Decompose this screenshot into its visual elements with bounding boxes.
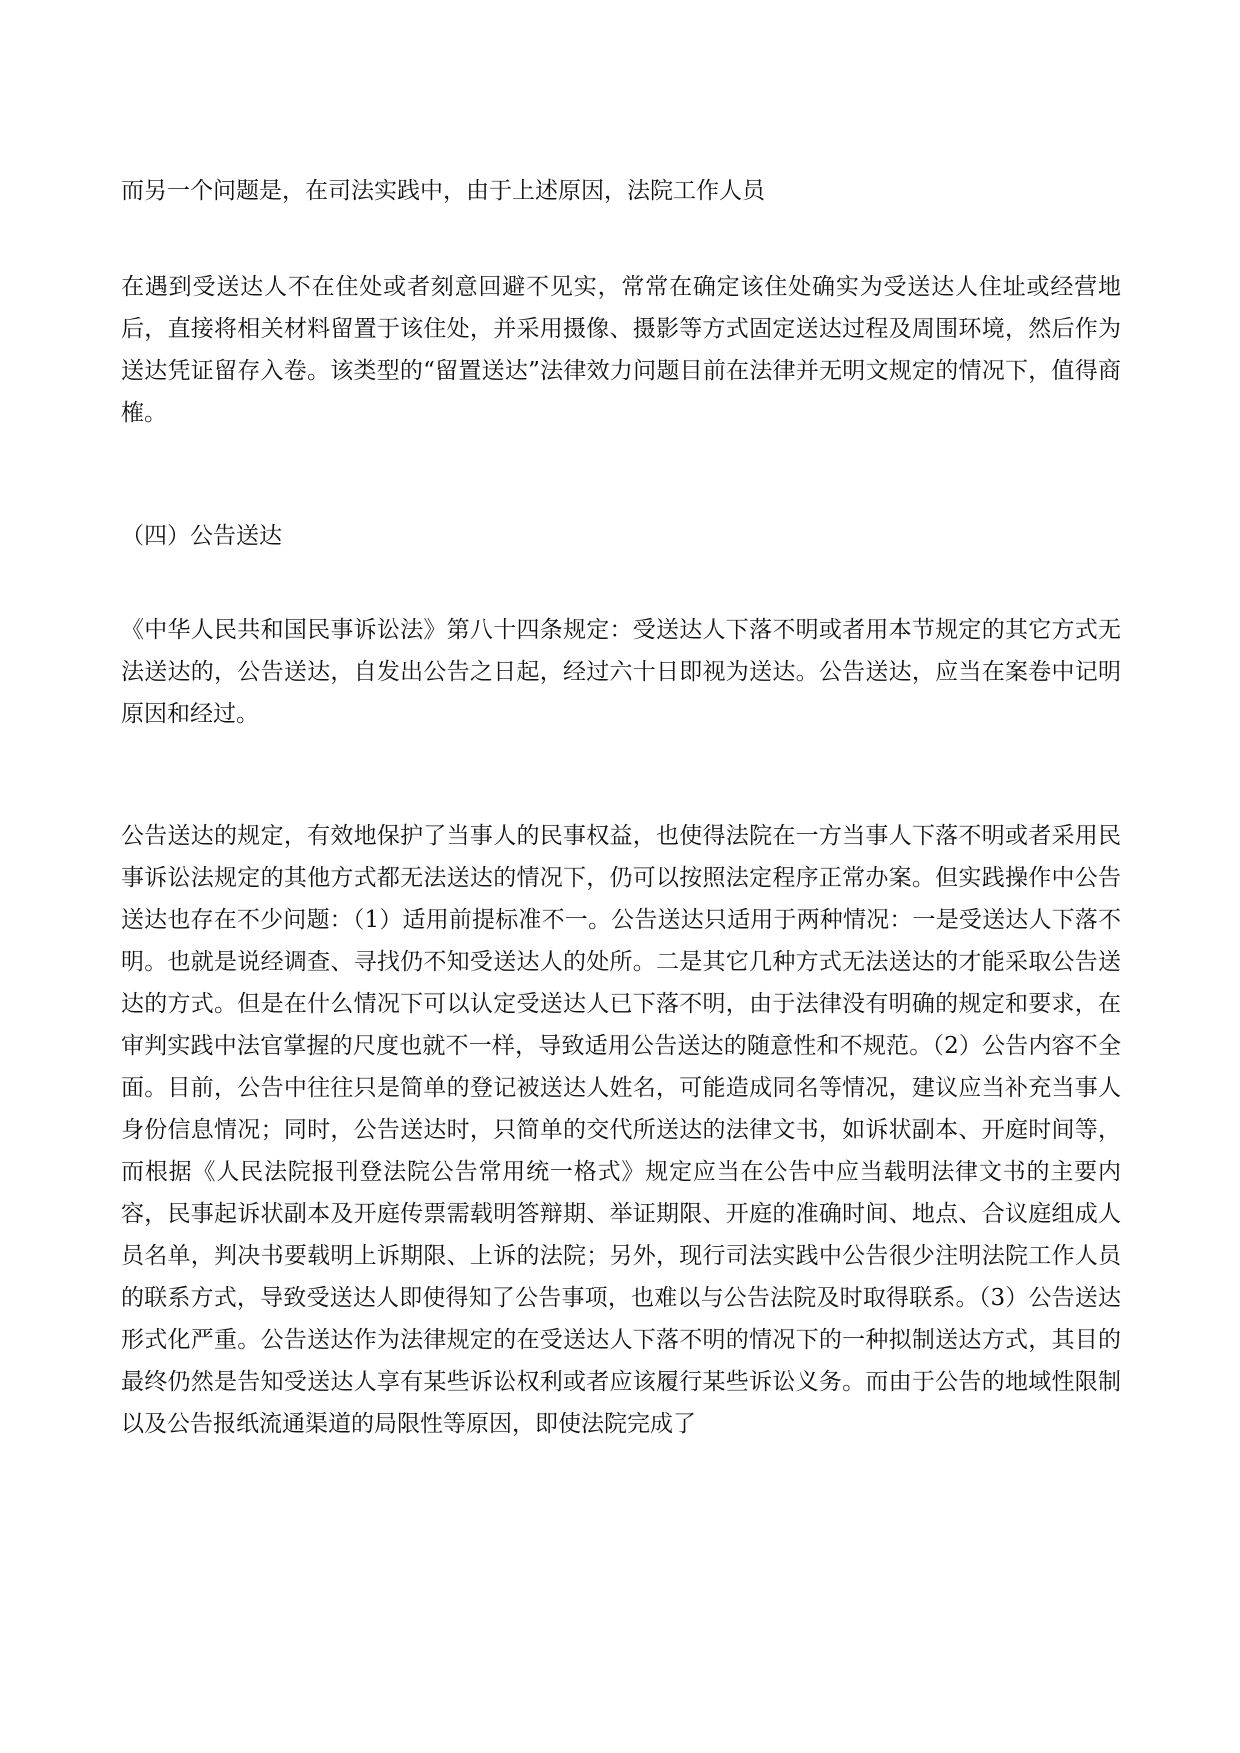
paragraph-lien-service: 在遇到受送达人不在住处或者刻意回避不见实，常常在确定该住处确实为受送达人住址或经营地后，直接将相关材料留置于该住处，并采用摄像、摄影等方式固定送达过程及周围环境，然后作为送达凭证留存入卷。该类型的“留置送达”法律效力问题目前在法律并无明文规定的情况下，值得商榷。: [121, 274, 1121, 426]
paragraph-public-notice-issues: 公告送达的规定，有效地保护了当事人的民事权益，也使得法院在一方当事人下落不明或者采用民事诉讼法规定的其他方式都无法送达的情况下，仍可以按照法定程序正常办案。但实践操作中公告送达也存在不少问题：（1）适用前提标准不一。公告送达只适用于两种情况：一是受送达人下落不明。也就是说经调查、寻找仍不知受送达人的处所。二是其它几种方式无法送达的才能采取公告送达的方式。但是在什么情况下可以认定受送达人已下落不明，由于法律没有明确的规定和要求，在审判实践中法官掌握的尺度也就不一样，导致适用公告送达的随意性和不规范。（2）公告内容不全面。目前，公告中往往只是简单的登记被送达人姓名，可能造成同名等情况，建议应当补充当事人身份信息情况；同时，公告送达时，只简单的交代所送达的法律文书，如诉状副本、开庭时间等，而根据《人民法院报刊登法院公告常用统一格式》规定应当在公告中应当载明法律文书的主要内容，民事起诉状副本及开庭传票需载明答辩期、举证期限、开庭的准确时间、地点、合议庭组成人员名单，判决书要载明上诉期限、上诉的法院；另外，现行司法实践中公告很少注明法院工作人员的联系方式，导致受送达人即使得知了公告事项，也难以与公告法院及时取得联系。（3）公告送达形式化严重。公告送达作为法律规定的在受送达人下落不明的情况下的一种拟制送达方式，其目的最终仍然是告知受送达人享有某些诉讼权利或者应该履行某些诉讼义务。而由于公告的地域性限制以及公告报纸流通渠道的局限性等原因，即使法院完成了: [121, 823, 1121, 1437]
paragraph-continuation: 而另一个问题是，在司法实践中，由于上述原因，法院工作人员: [121, 178, 765, 204]
section-heading-public-notice: （四）公告送达: [121, 523, 282, 549]
paragraph-law-article-84: 《中华人民共和国民事诉讼法》第八十四条规定：受送达人下落不明或者用本节规定的其它方式无法送达的，公告送达，自发出公告之日起，经过六十日即视为送达。公告送达，应当在案卷中记明原因和经过。: [121, 617, 1121, 727]
